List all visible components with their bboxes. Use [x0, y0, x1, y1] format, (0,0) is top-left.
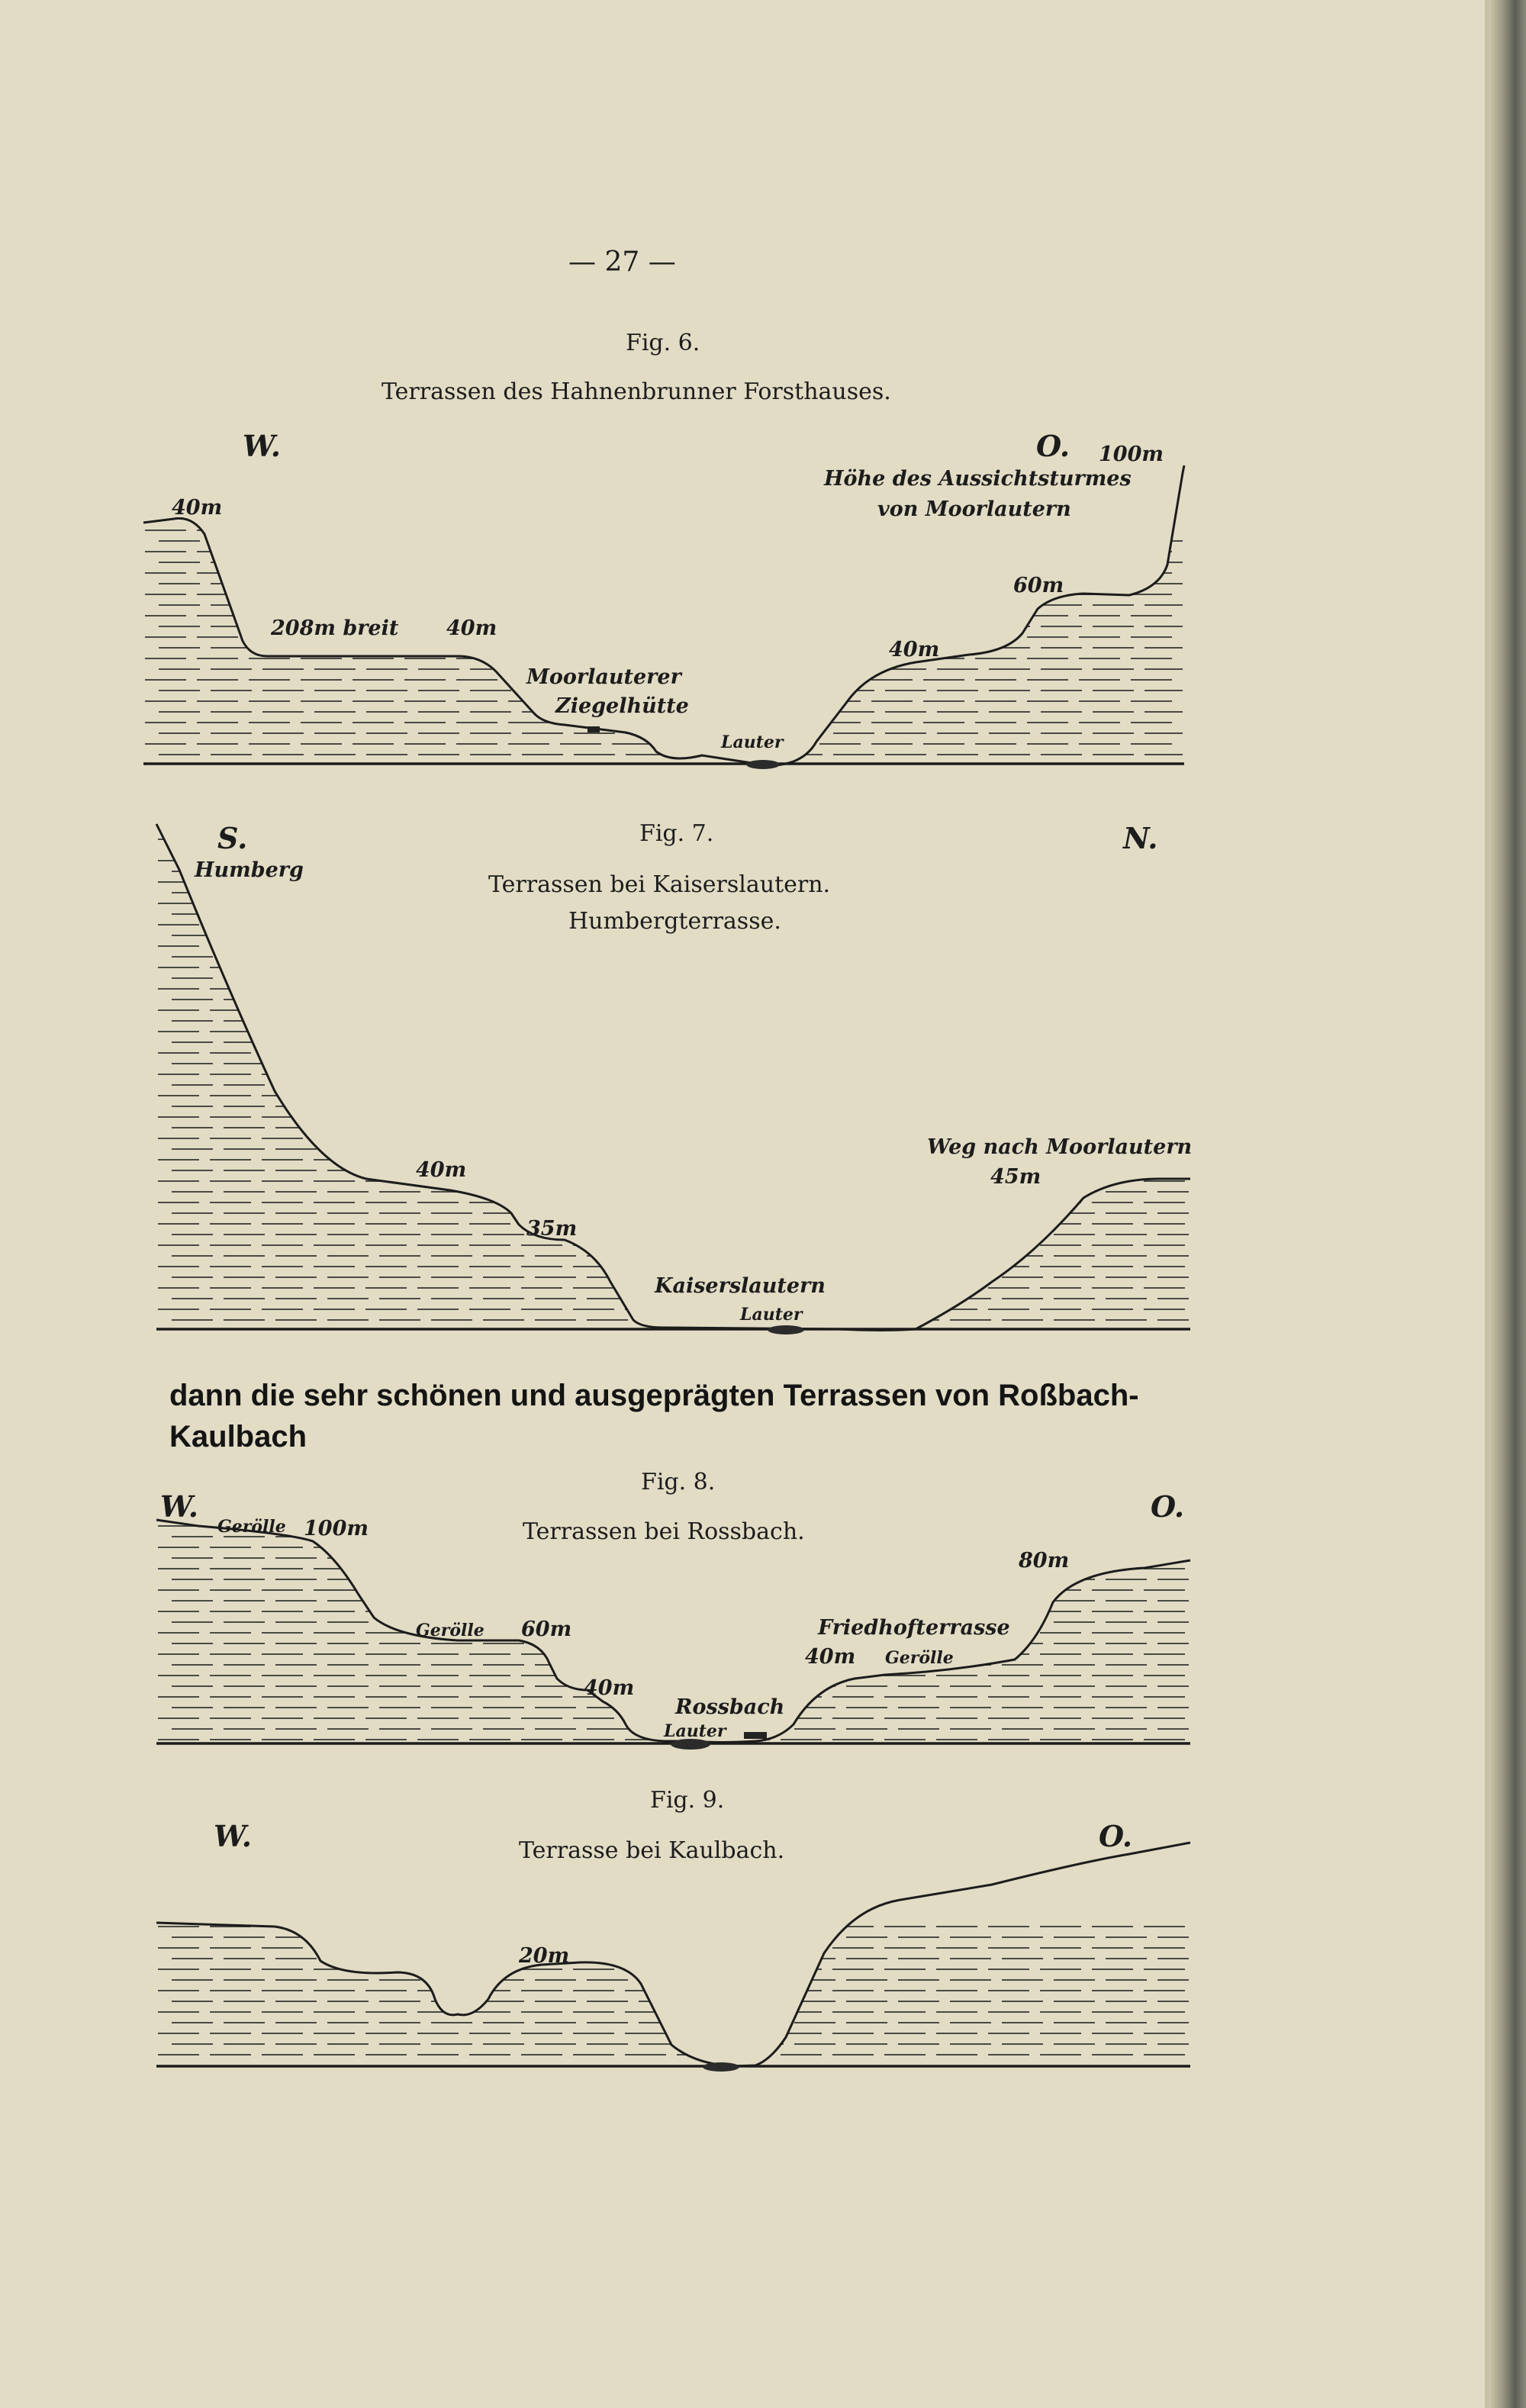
- fig8-number: Fig. 8.: [641, 1469, 716, 1495]
- fig7-south: S.: [217, 821, 248, 855]
- fig7-title-2: Humbergterrasse.: [568, 908, 781, 935]
- fig6-label-west-top: 40m: [172, 496, 223, 520]
- fig6-label-ziegel-1: Moorlauterer: [526, 665, 681, 689]
- fig6-label-terrace: 208m breit: [271, 616, 399, 640]
- fig9-title: Terrasse bei Kaulbach.: [519, 1837, 785, 1864]
- fig7-label-weg: Weg nach Moorlautern: [927, 1135, 1193, 1159]
- fig7-label-40: 40m: [416, 1158, 467, 1182]
- page-number: — 27 —: [568, 246, 676, 278]
- fig7-label-humberg: Humberg: [195, 858, 304, 882]
- fig8-label-40-left: 40m: [584, 1676, 635, 1700]
- fig9-profile-line: [156, 1843, 1190, 2066]
- fig8-label-geroelle-2: Gerölle: [416, 1621, 485, 1640]
- fig8-label-river: Lauter: [664, 1721, 726, 1741]
- fig8-label-town: Rossbach: [675, 1695, 785, 1719]
- fig6-label-terrace-right: 40m: [446, 616, 497, 640]
- fig8-west: W.: [160, 1489, 198, 1524]
- fig8-label-60: 60m: [521, 1618, 572, 1641]
- fig8-title: Terrassen bei Rossbach.: [523, 1518, 805, 1545]
- fig9-river-mark: [703, 2062, 739, 2072]
- fig6-label-tower-2: von Moorlautern: [877, 497, 1071, 521]
- fig8-label-100: 100m: [304, 1517, 369, 1540]
- fig6-label-east-60: 60m: [1013, 574, 1064, 597]
- fig7-label-town: Kaiserslautern: [655, 1274, 826, 1298]
- fig6-label-tower-1: Höhe des Aussichtsturmes: [824, 467, 1132, 491]
- fig7-title-1: Terrassen bei Kaiserslautern.: [488, 871, 831, 898]
- fig6-label-ziegel-2: Ziegelhütte: [555, 694, 689, 718]
- fig9-east: O.: [1099, 1819, 1133, 1853]
- fig8-label-geroelle-3: Gerölle: [885, 1648, 954, 1668]
- fig9-label-20: 20m: [519, 1944, 570, 1968]
- body-text: dann die sehr schönen und ausgeprägten Terrassen von Roßbach-Kaulbach: [169, 1379, 1139, 1453]
- fig6-east: O.: [1036, 429, 1070, 463]
- fig7-north: N.: [1123, 821, 1158, 855]
- fig6-title: Terrassen des Hahnenbrunner Forsthauses.: [382, 378, 891, 405]
- fig6-number: Fig. 6.: [626, 330, 700, 356]
- fig9-west: W.: [214, 1819, 252, 1853]
- fig7-label-35: 35m: [526, 1217, 578, 1241]
- fig8-label-40-right: 40m: [805, 1645, 856, 1669]
- fig8-label-friedhof: Friedhofterrasse: [818, 1616, 1010, 1640]
- fig6-west: W.: [243, 429, 281, 463]
- fig7-number: Fig. 7.: [639, 820, 714, 847]
- fig6-label-river: Lauter: [721, 732, 784, 752]
- fig6-label-east-top: 100m: [1099, 443, 1164, 466]
- fig8-east: O.: [1151, 1489, 1185, 1524]
- fig9-number: Fig. 9.: [650, 1787, 725, 1814]
- fig7-label-river: Lauter: [740, 1305, 803, 1325]
- fig8-label-80: 80m: [1019, 1549, 1070, 1573]
- fig6-label-east-40: 40m: [889, 638, 940, 662]
- fig8-label-geroelle-1: Gerölle: [217, 1517, 286, 1537]
- fig7-label-45: 45m: [990, 1165, 1041, 1189]
- fig9-hatching: [158, 1927, 1189, 2055]
